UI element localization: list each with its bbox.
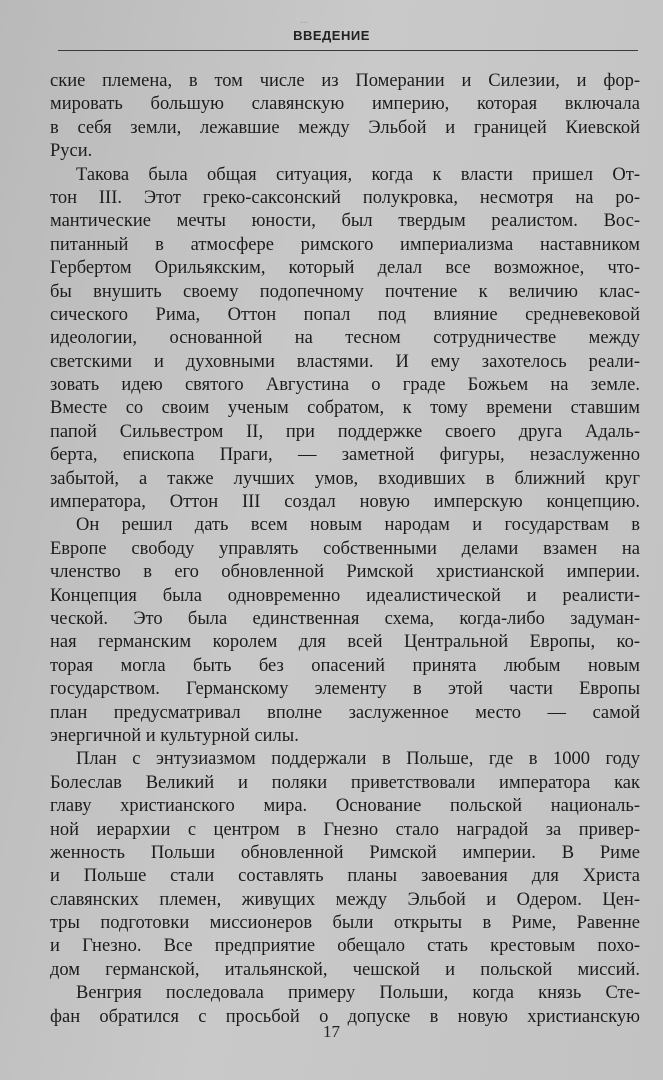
text-line: Венгрия последовала примеру Польши, когда князь Сте- [76, 983, 640, 1004]
header-rule [58, 50, 638, 51]
text-line: тры подготовки миссионеров были открыты в Риме, Равенне [50, 913, 640, 934]
text-line: план предусматривал вполне заслуженное место — самой [50, 702, 640, 723]
text-line: Болеслав Великий и поляки приветствовали императора как [50, 772, 640, 793]
text-line: бы внушить своему подопечному почтение к величию клас- [50, 281, 640, 302]
text-line: Вместе со своим ученым собратом, к тому времени ставшим [50, 398, 640, 419]
text-line: энергичной и культурной силы. [50, 725, 299, 746]
text-line: Такова была общая ситуация, когда к власти пришел От- [76, 164, 640, 185]
text-line: Концепция была одновременно идеалистической и реалисти- [50, 585, 640, 606]
text-line: питанный в атмосфере римского империализма наставником [50, 234, 640, 255]
text-line: в себя земли, лежавшие между Эльбой и границей Киевской [50, 117, 640, 138]
text-line: зовать идею святого Августина о граде Божьем на земле. [50, 375, 640, 396]
text-line: ная германским королем для всей Центральной Европы, ко- [50, 632, 640, 653]
text-line: ские племена, в том числе из Померании и Силезии, и фор- [50, 71, 640, 91]
text-line: торая могла быть без опасений принята любым новым [50, 655, 640, 676]
text-line: папой Сильвестром II, при поддержке своего друга Адаль- [50, 421, 640, 442]
text-line: Европе свободу управлять собственными делами взамен на [50, 538, 640, 559]
text-line: мантические мечты юности, был твердым реалистом. Вос- [50, 211, 640, 232]
text-line: тон III. Этот греко-саксонский полукровка, несмотря на ро- [50, 187, 640, 208]
text-line: и Польше стали составлять планы завоевания для Христа [50, 866, 640, 887]
text-line: женность Польши обновленной Римской империи. В Риме [50, 842, 640, 863]
text-line: Он решил дать всем новым народам и государствам в [76, 515, 640, 536]
text-line: государством. Германскому элементу в этой части Европы [50, 679, 640, 700]
text-line: и Гнезно. Все предприятие обещало стать крестовым похо- [50, 936, 640, 957]
text-line: сического Рима, Оттон попал под влияние средневековой [50, 304, 640, 325]
text-line: дом германской, итальянской, чешской и польской миссий. [50, 959, 640, 980]
text-line: главу христианского мира. Основание польской националь- [50, 796, 640, 817]
text-line: светскими и духовными властями. И ему захотелось реали- [50, 351, 640, 372]
text-line: План с энтузиазмом поддержали в Польше, где в 1000 году [76, 749, 640, 770]
page-number: 17 [323, 1022, 340, 1041]
text-line: членство в его обновленной Римской христианской империи. [50, 562, 640, 583]
text-line: фан обратился с просьбой о допуске в новую христианскую [50, 1006, 640, 1027]
text-line: забытой, а также лучших умов, входивших в ближний круг [50, 468, 640, 489]
text-line: императора, Оттон III создал новую имперскую концепцию. [50, 492, 640, 513]
text-line: ной иерархии с центром в Гнезно стало наградой за привер- [50, 819, 640, 840]
text-line: идеологии, основанной на тесном сотрудничестве между [50, 328, 640, 349]
text-line: берта, епископа Праги, — заметной фигуры, незаслуженно [50, 445, 640, 466]
bleed-through-text: ... [300, 14, 309, 26]
text-line: Гербертом Орильякским, который делал все возможное, что- [50, 258, 640, 279]
text-line: Руси. [50, 141, 93, 162]
text-line: ческой. Это была единственная схема, когда-либо задуман- [50, 608, 640, 629]
running-head: ВВЕДЕНИЕ [293, 28, 370, 43]
text-line: славянских племен, живущих между Эльбой и Одером. Цен- [50, 889, 640, 910]
body-text [50, 70, 640, 1029]
text-line: мировать большую славянскую империю, которая включала [50, 94, 640, 115]
